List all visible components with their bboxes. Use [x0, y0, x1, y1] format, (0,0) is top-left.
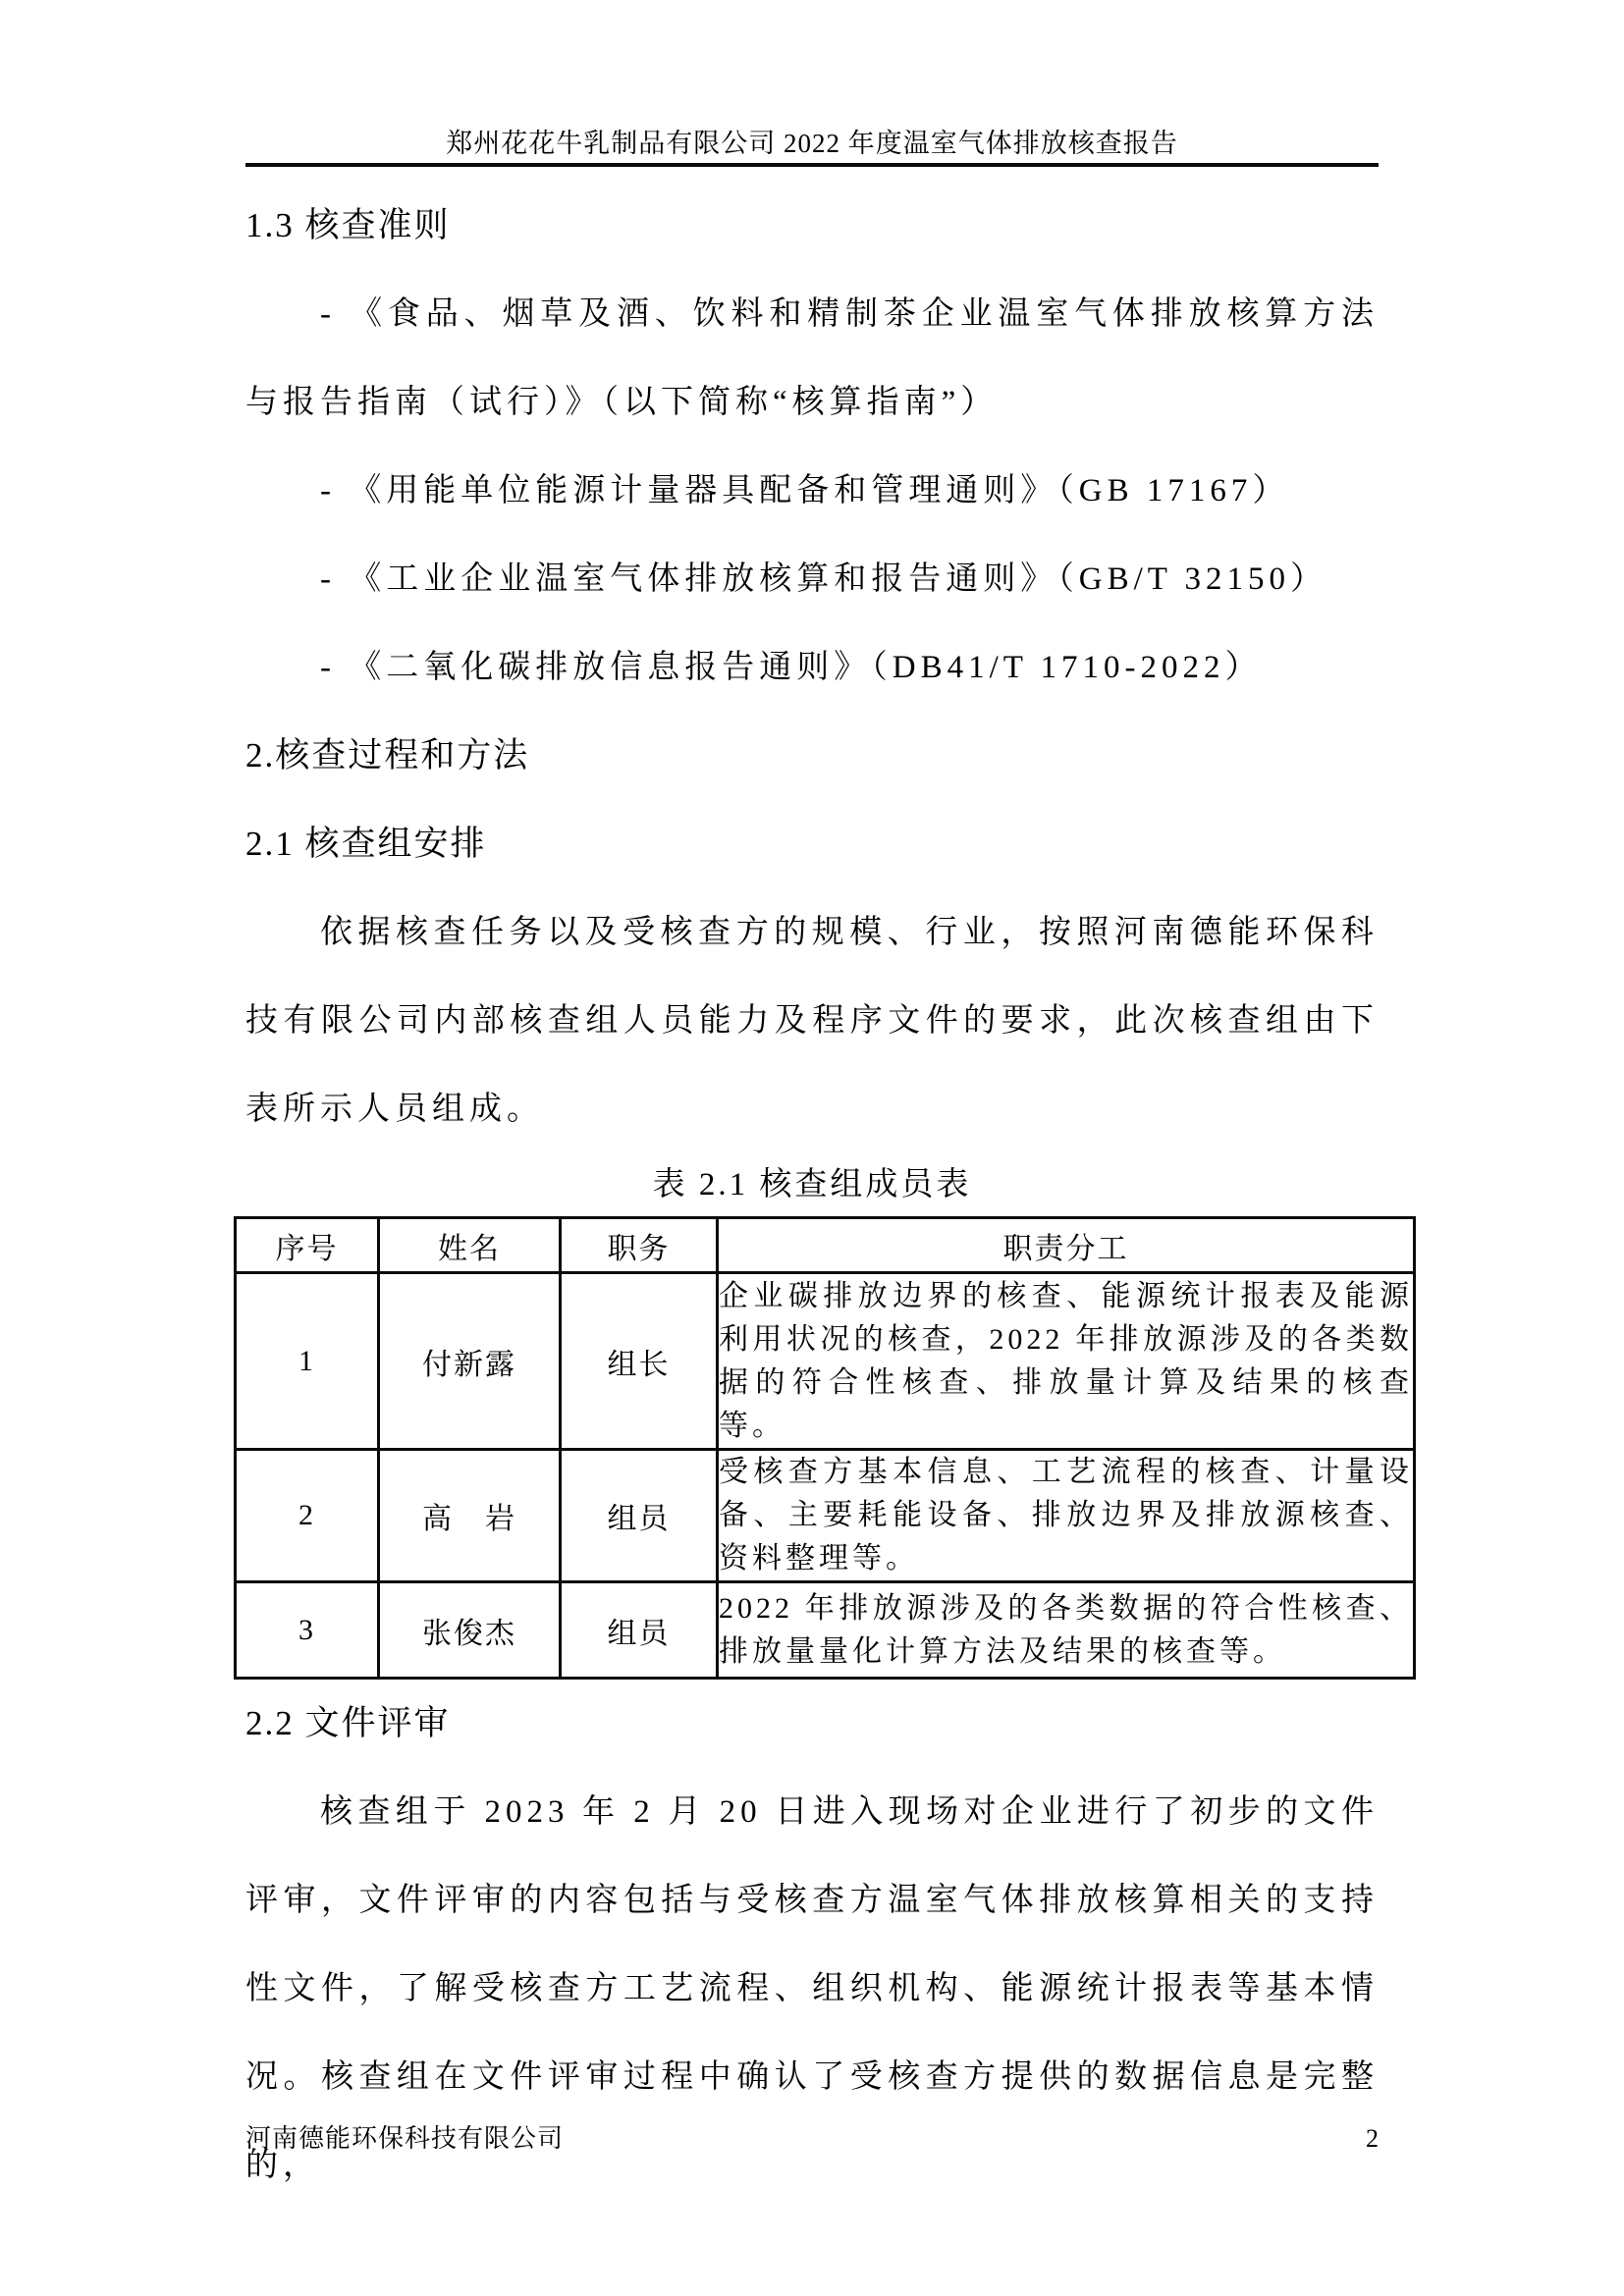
section-heading-2: 2.核查过程和方法	[245, 736, 530, 774]
table-caption: 表 2.1 核查组成员表	[652, 1167, 972, 1202]
team-table-container	[234, 1216, 1416, 1680]
cell-duty: 2022 年排放源涉及的各类数据的符合性核查、排放量量化计算方法及结果的核查等。	[718, 1582, 1415, 1679]
column-header-no: 序号	[236, 1218, 379, 1273]
team-members-table	[234, 1216, 1416, 1680]
cell-role: 组员	[561, 1582, 718, 1679]
table-header-row	[236, 1218, 1415, 1273]
table-row	[236, 1582, 1415, 1679]
criteria-item-3: - 《工业企业温室气体排放核算和报告通则》（GB/T 32150）	[320, 561, 1328, 597]
page-header	[245, 0, 1379, 167]
cell-duty: 企业碳排放边界的核查、能源统计报表及能源利用状况的核查，2022 年排放源涉及的各类数据的符合性核查、排放量计算及结果的核查等。	[718, 1273, 1415, 1450]
team-arrangement-paragraph: 依据核查任务以及受核查方的规模、行业，按照河南德能环保科技有限公司内部核查组人员能力及程序文件的要求，此次核查组由下表所示人员组成。	[245, 915, 1379, 1127]
criteria-list	[245, 270, 1379, 712]
document-review-paragraph: 核查组于 2023 年 2 月 20 日进入现场对企业进行了初步的文件评审，文件评审的内容包括与受核查方温室气体排放核算相关的支持性文件，了解受核查方工艺流程、组织机构、能源统计报表等基本情况。核查组在文件评审过程中确认了受核查方提供的数据信息是完整的，	[245, 1794, 1379, 2183]
cell-name: 付新露	[379, 1273, 561, 1450]
cell-name: 张俊杰	[379, 1582, 561, 1679]
column-header-duty: 职责分工	[718, 1218, 1415, 1273]
criteria-item-4: - 《二氧化碳排放信息报告通则》（DB41/T 1710-2022）	[320, 650, 1263, 685]
section-heading-2-1: 2.1 核查组安排	[245, 825, 487, 863]
cell-role: 组长	[561, 1273, 718, 1450]
footer-page-number: 2	[1366, 2124, 1379, 2153]
cell-no: 1	[236, 1273, 379, 1450]
footer-company-name: 河南德能环保科技有限公司	[245, 2124, 565, 2153]
cell-no: 3	[236, 1582, 379, 1679]
criteria-item-2: - 《用能单位能源计量器具配备和管理通则》（GB 17167）	[320, 473, 1290, 508]
cell-role: 组员	[561, 1450, 718, 1582]
criteria-item-1: - 《食品、烟草及酒、饮料和精制茶企业温室气体排放核算方法与报告指南（试行）》（以下简称“核算指南”）	[245, 296, 1379, 420]
section-heading-2-2: 2.2 文件评审	[245, 1704, 451, 1742]
cell-duty: 受核查方基本信息、工艺流程的核查、计量设备、主要耗能设备、排放边界及排放源核查、资料整理等。	[718, 1450, 1415, 1582]
page-footer	[245, 2122, 1379, 2156]
table-row	[236, 1273, 1415, 1450]
cell-no: 2	[236, 1450, 379, 1582]
column-header-role: 职务	[561, 1218, 718, 1273]
table-row	[236, 1450, 1415, 1582]
column-header-name: 姓名	[379, 1218, 561, 1273]
running-header-title: 郑州花花牛乳制品有限公司 2022 年度温室气体排放核查报告	[446, 129, 1178, 158]
document-body	[245, 182, 1413, 2210]
section-heading-1-3: 1.3 核查准则	[245, 206, 451, 244]
cell-name: 高 岩	[379, 1450, 561, 1582]
